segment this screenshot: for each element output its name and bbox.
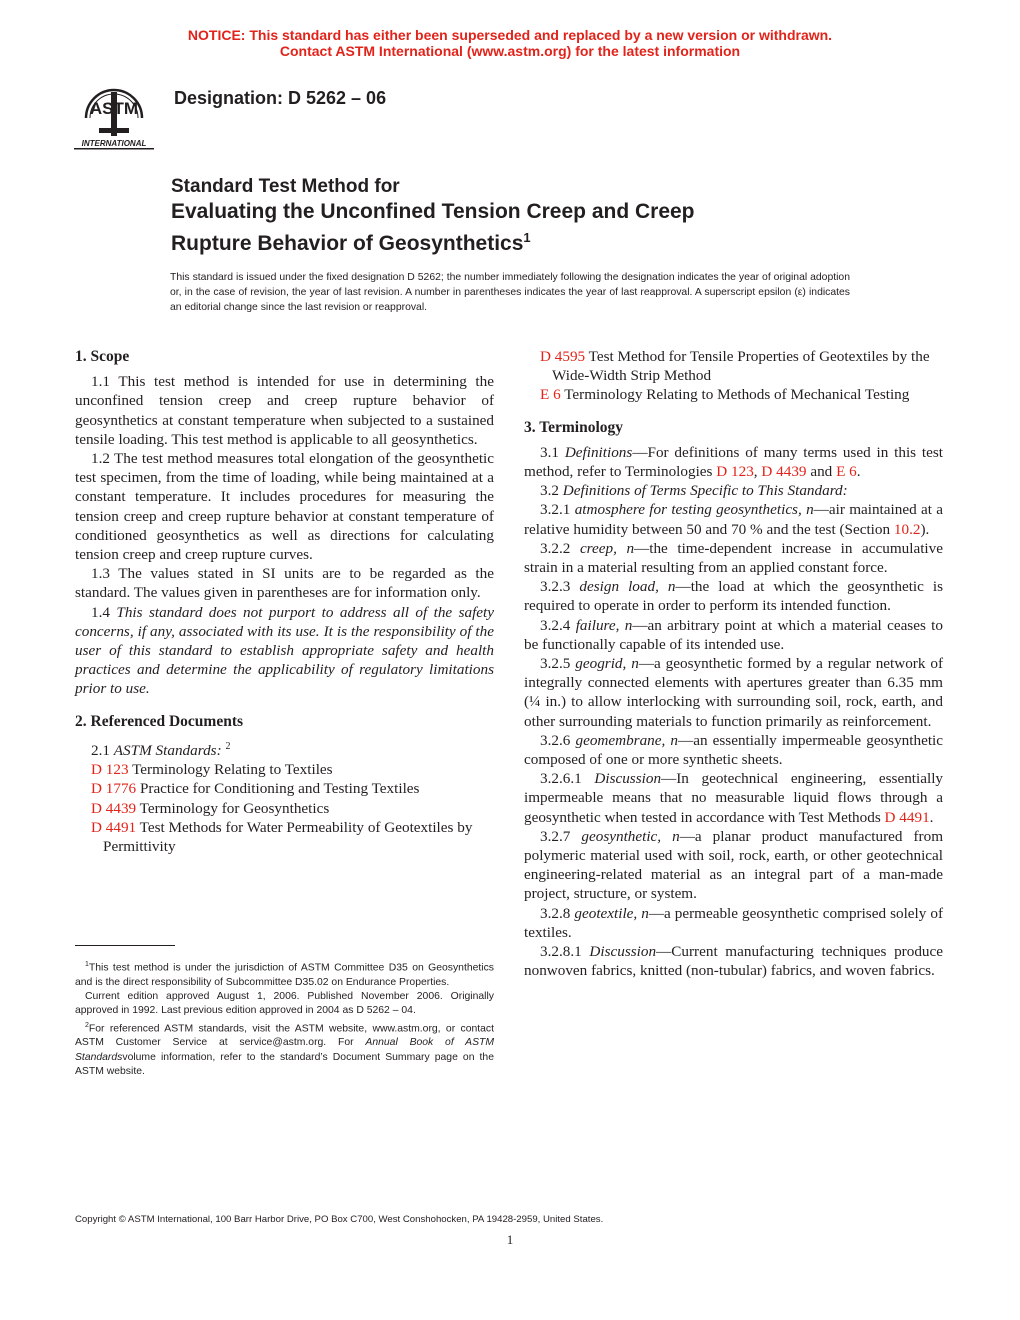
def-3-2-4 xyxy=(524,616,943,654)
terminology-heading: 3. Terminology xyxy=(524,418,624,436)
d2-text: —the time-dependent increase in accumulative strain in a material resulting from an applied constant force. xyxy=(524,539,943,577)
scope-heading: 1. Scope xyxy=(75,348,130,365)
d61-ref[interactable]: D 4491 xyxy=(884,808,930,826)
d7-num: 3.2.7 xyxy=(540,827,571,845)
term-3-1: 3.1 Definitions—For definitions of many terms used in this test method, refer to Terminologies D 123, D 4439 and E 6. xyxy=(524,443,943,481)
def-3-2-6 xyxy=(524,731,943,769)
t31-num: 3.1 xyxy=(540,443,559,461)
right-column xyxy=(524,347,943,981)
d8-num: 3.2.8 xyxy=(540,904,571,922)
ref-link-d4491[interactable]: D 4491 xyxy=(91,818,137,836)
scope-1-4-num: 1.4 xyxy=(91,603,110,621)
d7-term: geosynthetic, n xyxy=(581,827,680,845)
ref-title-d123: Terminology Relating to Textiles xyxy=(132,761,333,779)
d8-term: geotextile, n xyxy=(574,904,649,922)
document-title xyxy=(171,175,871,257)
scope-1-3: 1.3 The values stated in SI units are to be regarded as the standard. The values given in parentheses are for information only. xyxy=(75,565,494,602)
d1-text: —air maintained at a relative humidity between 50 and 70 % and the test (Section xyxy=(524,501,943,538)
def-3-2-7 xyxy=(524,827,943,904)
def-3-2-2 xyxy=(524,539,943,577)
ref-title-e6: Terminology Relating to Methods of Mechanical Testing xyxy=(564,386,910,404)
footnote-2-text-b: volume information, refer to the standard’s Document Summary page on the ASTM website. xyxy=(75,1051,494,1078)
sub-num: 2.1 xyxy=(91,741,110,759)
d5-text: —a geosynthetic formed by a regular network of integrally connected elements with apertures greater than 6.35 mm (¼ in.) to allow interlocking with surrounding soil, rock, earth, and other surrounding materials to function primarily as reinforcement. xyxy=(524,655,944,730)
d81-term: Discussion xyxy=(589,943,657,961)
ref-title-d1776: Practice for Conditioning and Testing Textiles xyxy=(139,780,420,798)
d8-text: —a permeable geosynthetic comprised solely of textiles. xyxy=(524,904,944,941)
d6-term: geomembrane, n xyxy=(575,731,679,749)
d5-num: 3.2.5 xyxy=(540,655,571,673)
d61-text: —In geotechnical engineering, essentially impermeable means that no measurable liquid flows through a geosynthetic when tested in accordance with Test Methods xyxy=(524,770,944,826)
designation: Designation: D 5262 – 06 xyxy=(174,88,387,108)
logo-subtext: INTERNATIONAL xyxy=(81,139,147,148)
notice-line-2: Contact ASTM International (www.astm.org) for the latest information xyxy=(279,43,741,59)
d1-ref[interactable]: 10.2 xyxy=(893,520,921,538)
footnote-rule xyxy=(75,945,175,946)
title-footnote-mark: 1 xyxy=(523,230,531,245)
t32-num: 3.2 xyxy=(540,482,559,500)
footnote-1b: Current edition approved August 1, 2006. Published November 2006. Originally approved in 1992. Last previous edition approved in 2004 as D 5262 – 04. xyxy=(75,991,494,1017)
d61-end: . xyxy=(929,808,934,826)
sub-mark: 2 xyxy=(225,740,231,752)
copyright: Copyright © ASTM International, 100 Barr Harbor Drive, PO Box C700, West Conshohocken, PA 19428-2959, United States. xyxy=(75,1214,604,1225)
d3-text: —the load at which the geosynthetic is required to operate in order to perform its intended function. xyxy=(524,578,944,615)
notice-line-1: NOTICE: This standard has either been superseded and replaced by a new version or withdrawn. xyxy=(187,27,833,43)
t31-and: and xyxy=(810,463,833,481)
astm-standards-subheading xyxy=(75,737,494,760)
d6-text: —an essentially impermeable geosynthetic composed of one or more synthetic sheets. xyxy=(524,731,944,769)
d61-num: 3.2.6.1 xyxy=(540,770,582,788)
ref-title-d4439: Terminology for Geosynthetics xyxy=(139,799,330,817)
scope-1-1: 1.1 This test method is intended for use in determining the unconfined tension creep and creep rupture behavior of geosynthetics at constant temperature when subjected to a sustained tensile loading. This test method is applicable to all geosynthetics. xyxy=(75,373,494,448)
def-3-2-3 xyxy=(524,577,943,615)
d3-term: design load, n xyxy=(579,578,676,596)
d4-term: failure, n xyxy=(575,616,633,634)
footnote-1-text: This test method is under the jurisdiction of ASTM Committee D35 on Geosynthetics and is the direct responsibility of Subcommittee D35.02 on Endurance Properties. xyxy=(75,962,494,988)
d3-num: 3.2.3 xyxy=(540,578,571,596)
d4-text: —an arbitrary point at which a material ceases to be functionally capable of its intended use. xyxy=(524,616,943,653)
footnote-1-mark: 1 xyxy=(85,961,89,968)
ref-link-d1776[interactable]: D 1776 xyxy=(91,780,137,798)
def-3-2-6-1 xyxy=(524,769,943,827)
page-number: 1 xyxy=(506,1232,514,1247)
astm-logo-mark xyxy=(66,78,162,154)
footnote-2 xyxy=(75,1019,494,1080)
t31-ref-e6[interactable]: E 6 xyxy=(836,463,857,481)
title-line-3: Rupture Behavior of Geosynthetics xyxy=(171,232,524,255)
logo-text: ASTM xyxy=(89,99,139,118)
t31-ref-d123[interactable]: D 123 xyxy=(716,463,754,481)
scope-1-2: 1.2 The test method measures total elongation of the geosynthetic test specimen, from the time of loading, while being maintained at a constant temperature. It includes procedures for measuring the tension creep and creep rupture behavior at constant temperature of conditioned geosynthetics as well as directions for calculating tension creep and creep rupture curves. xyxy=(75,450,494,564)
left-column xyxy=(75,347,494,856)
def-3-2-5 xyxy=(524,654,943,731)
scope-1-4-text: This standard does not purport to address all of the safety concerns, if any, associated with its use. It is the responsibility of the user of this standard to establish appropriate safety and health practices and determine the applicability of regulatory limitations prior to use. xyxy=(75,603,495,698)
d1-end: ). xyxy=(920,520,930,538)
d7-text: —a planar product manufactured from polymeric material used with soil, rock, earth, or other geotechnical engineering-related material as an integral part of a man-made project, structure, or system. xyxy=(524,827,944,903)
ref-item-d4491 xyxy=(75,818,494,856)
ref-title-d4595: Test Method for Tensile Properties of Geotextiles by the Wide-Width Strip Method xyxy=(552,348,930,385)
ref-link-d4595[interactable]: D 4595 xyxy=(540,348,586,365)
d2-num: 3.2.2 xyxy=(540,539,571,557)
d61-term: Discussion xyxy=(594,770,662,788)
footnote-2-text-a: For referenced ASTM standards, visit the ASTM website, www.astm.org, or contact ASTM Customer Service at service@astm.org. For xyxy=(75,1023,494,1049)
ref-item-d1776 xyxy=(75,779,494,798)
astm-logo xyxy=(66,78,162,154)
def-3-2-8 xyxy=(524,904,943,942)
footnotes xyxy=(75,958,494,1079)
def-3-2-8-1 xyxy=(524,942,943,980)
d81-text: —Current manufacturing techniques produce nonwoven fabrics, knitted (non-tubular) fabrics, and woven fabrics. xyxy=(524,943,943,980)
issued-note: This standard is issued under the fixed designation D 5262; the number immediately following the designation indicates the year of original adoption or, in the case of revision, the year of last revision. A number in parentheses indicates the year of last reapproval. A superscript epsilon (ε) indicates an editorial change since the last revision or reapproval. xyxy=(170,272,850,314)
t32-term: Definitions of Terms Specific to This Standard: xyxy=(562,482,848,500)
ref-title-d4491: Test Methods for Water Permeability of Geotextiles by Permittivity xyxy=(103,818,473,855)
sub-title: ASTM Standards: xyxy=(113,741,222,759)
scope-1-4 xyxy=(75,603,494,699)
t31-text: —For definitions of many terms used in this test method, refer to Terminologies xyxy=(524,443,943,481)
title-line-1: Standard Test Method for xyxy=(171,176,400,197)
title-line-2: Evaluating the Unconfined Tension Creep and Creep xyxy=(171,200,695,223)
d1-num: 3.2.1 xyxy=(540,501,571,519)
d6-num: 3.2.6 xyxy=(540,731,571,749)
ref-link-d123[interactable]: D 123 xyxy=(91,761,129,779)
d1-term: atmosphere for testing geosynthetics, n xyxy=(574,501,814,519)
t31-term: Definitions xyxy=(564,443,633,461)
footnote-2-mark: 2 xyxy=(85,1021,89,1029)
ref-link-e6[interactable]: E 6 xyxy=(540,386,561,404)
footnote-1 xyxy=(75,958,494,990)
d2-term: creep, n xyxy=(579,539,635,557)
d5-term: geogrid, n xyxy=(575,655,639,673)
t31-ref-d4439[interactable]: D 4439 xyxy=(761,463,807,481)
def-3-2-1 xyxy=(524,500,943,538)
term-3-2 xyxy=(524,481,943,500)
ref-item-e6 xyxy=(524,385,943,404)
ref-item-d4595 xyxy=(524,347,943,385)
ref-item-d123 xyxy=(75,760,494,779)
d81-num: 3.2.8.1 xyxy=(540,943,582,961)
referenced-heading: 2. Referenced Documents xyxy=(75,712,244,730)
ref-item-d4439 xyxy=(75,799,494,818)
ref-link-d4439[interactable]: D 4439 xyxy=(91,799,137,817)
footnote-2-italic: Annual Book of ASTM Standards xyxy=(75,1037,494,1063)
d4-num: 3.2.4 xyxy=(540,616,571,634)
